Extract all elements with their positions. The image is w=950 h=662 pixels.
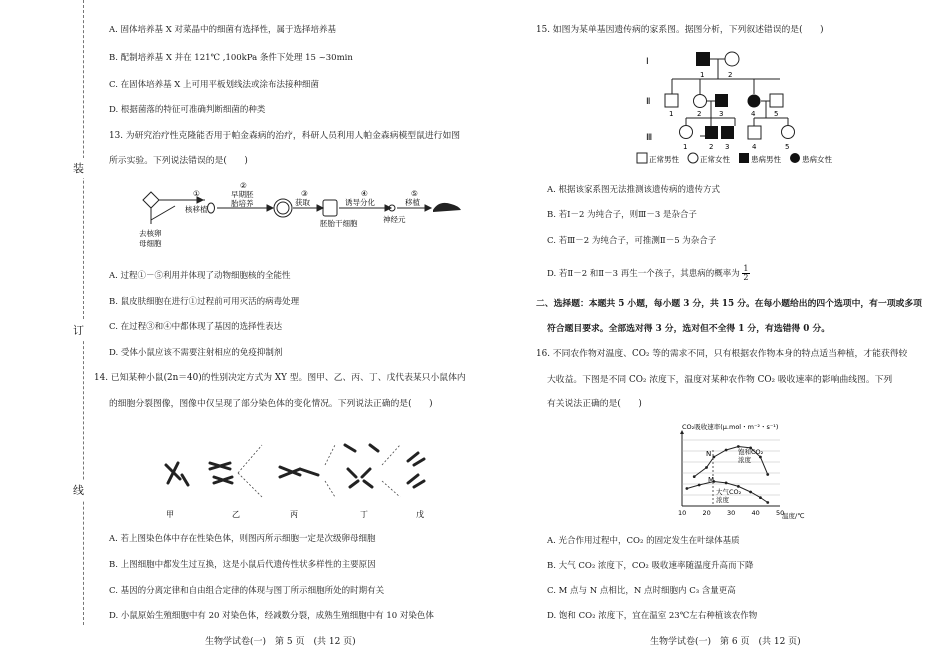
svg-text:③: ③ — [301, 189, 308, 198]
chart-point — [725, 449, 728, 452]
pedigree-II4-affected-female — [748, 95, 761, 108]
svg-text:1: 1 — [700, 71, 705, 79]
point-m-label: M — [708, 476, 715, 484]
svg-text:乙: 乙 — [232, 510, 240, 519]
svg-text:Ⅰ: Ⅰ — [646, 57, 649, 67]
chart-point — [749, 491, 752, 494]
binding-char-ding: 订 — [73, 320, 84, 340]
q14-option-b: B. 上图细胞中都发生过互换，这是小鼠后代遗传性状多样性的主要原因 — [109, 560, 376, 570]
q13-option-d: D. 受体小鼠应该不需要注射相应的免疫抑制剂 — [109, 348, 283, 358]
svg-text:Ⅱ: Ⅱ — [646, 97, 651, 107]
q12-option-d: D. 根据菌落的特征可准确判断细菌的种类 — [109, 105, 266, 115]
svg-text:2: 2 — [697, 110, 702, 118]
svg-text:4: 4 — [751, 110, 756, 118]
right-page — [500, 0, 950, 662]
svg-text:正常男性: 正常男性 — [649, 155, 679, 164]
svg-text:浓度: 浓度 — [716, 496, 729, 504]
stem-cell-dish-icon — [323, 200, 337, 216]
svg-text:甲: 甲 — [166, 510, 174, 519]
mouse-icon — [433, 203, 461, 212]
pedigree-I1-affected-male — [696, 52, 710, 66]
svg-text:3: 3 — [725, 143, 730, 151]
pedigree-II1-normal-male — [665, 94, 678, 107]
pedigree-III1-normal-female — [680, 126, 693, 139]
chart-x-tick-label: 50 — [776, 509, 785, 517]
q14-stem-1: 14. 已知某种小鼠(2n＝40)的性别决定方式为 XY 型。图甲、乙、丙、丁、戊代表某只小鼠体内 — [94, 373, 466, 383]
q16-option-a: A. 光合作用过程中，CO₂ 的固定发生在叶绿体基质 — [547, 536, 740, 546]
q13-stem-2: 所示实验。下列说法错误的是( ) — [109, 156, 248, 166]
q15-option-d: D. 若Ⅱ－2 和Ⅱ－3 再生一个孩子，其患病的概率为 $\frac{1}{2}$ — [547, 264, 749, 282]
chart-xlabel: 温度/℃ — [782, 512, 805, 520]
q14-cell-division-figure — [150, 425, 440, 520]
point-n-label: N — [706, 450, 712, 458]
q13-option-a: A. 过程①－⑤利用并体现了动物细胞核的全能性 — [109, 271, 291, 281]
svg-text:获取: 获取 — [295, 198, 310, 207]
svg-text:5: 5 — [774, 110, 779, 118]
q14-option-a: A. 若上图染色体中存在性染色体，则图丙所示细胞一定是次级卵母细胞 — [109, 534, 376, 544]
binding-line — [83, 0, 84, 625]
left-page-footer: 生物学试卷(一) 第 5 页 (共 12 页) — [205, 637, 356, 647]
svg-text:胎培养: 胎培养 — [231, 199, 254, 208]
right-page-footer: 生物学试卷(一) 第 6 页 (共 12 页) — [650, 637, 801, 647]
svg-text:神经元: 神经元 — [383, 215, 406, 224]
svg-text:②: ② — [240, 181, 247, 190]
q16-stem-2: 大收益。下图是不同 CO₂ 浓度下，温度对某种农作物 CO₂ 吸收速率的影响曲线图。下列 — [547, 375, 893, 385]
q12-option-a: A. 固体培养基 X 对菜晶中的细菌有选择性，属于选择培养基 — [109, 25, 336, 35]
svg-text:3: 3 — [719, 110, 724, 118]
pedigree-II5-normal-male — [770, 94, 783, 107]
svg-text:丙: 丙 — [290, 510, 298, 519]
pedigree-III4-normal-male — [748, 126, 761, 139]
chart-x-tick-label: 30 — [727, 509, 736, 517]
q13-option-b: B. 鼠皮肤细胞在进行①过程前可用灭活的病毒处理 — [109, 297, 300, 307]
chart-point — [693, 475, 696, 478]
svg-text:早期胚: 早期胚 — [231, 190, 254, 199]
svg-text:Ⅲ: Ⅲ — [646, 133, 653, 143]
chart-point — [698, 484, 701, 487]
q14-stem-2: 的细胞分裂图像，图像中仅呈现了部分染色体的变化情况。下列说法正确的是( ) — [109, 399, 433, 409]
svg-text:⑤: ⑤ — [411, 189, 418, 198]
fraction-one-half: $\frac{1}{2}$ — [743, 264, 749, 282]
q16-option-d: D. 饱和 CO₂ 浓度下，宜在温室 23℃左右种植该农作物 — [547, 611, 758, 621]
svg-text:饱和CO₂: 饱和CO₂ — [738, 448, 764, 456]
q12-option-b: B. 配制培养基 X 并在 121℃ ,100kPa 条件下处理 15 ~30min — [109, 53, 353, 63]
svg-text:大气CO₂: 大气CO₂ — [716, 488, 742, 496]
q15-stem: 15. 如图为某单基因遗传病的家系图。据图分析，下列叙述错误的是( ) — [536, 25, 824, 35]
svg-text:2: 2 — [709, 143, 714, 151]
q15-option-a: A. 根据该家系图无法推测该遗传病的遗传方式 — [547, 185, 721, 195]
q13-stem-1: 13. 为研究治疗性克隆能否用于帕金森病的治疗，科研人员利用人帕金森病模型鼠进行如图 — [109, 131, 461, 141]
chart-x-tick-label: 10 — [678, 509, 687, 517]
section-2-header-1: 二、选择题：本题共 5 小题，每小题 3 分，共 15 分。在每小题给出的四个选项中，有一项或多项 — [536, 299, 922, 309]
svg-text:母细胞: 母细胞 — [139, 239, 162, 248]
q12-option-c: C. 在固体培养基 X 上可用平板划线法或涂布法接种细菌 — [109, 80, 320, 90]
chart-ylabel: CO₂吸收速率(μ.mol・m⁻²・s⁻¹) — [682, 423, 779, 431]
q14-option-d: D. 小鼠原始生殖细胞中有 20 对染色体，经减数分裂，成熟生殖细胞中有 10 对染色体 — [109, 611, 434, 621]
cell-yi-chromosomes — [210, 463, 232, 483]
cell-wu-chromosomes — [408, 453, 424, 487]
svg-text:①: ① — [193, 189, 200, 198]
q16-stem-1: 16. 不同农作物对温度、CO₂ 等的需求不同，只有根据农作物本身的特点适当种植，才能获得较 — [536, 349, 908, 359]
pedigree-III2-affected-male — [705, 126, 718, 139]
binding-char-zhuang: 装 — [73, 158, 84, 178]
q13-cloning-figure — [135, 178, 465, 256]
q14-option-c: C. 基因的分离定律和自由组合定律的体现与图丁所示细胞所处的时期有关 — [109, 586, 385, 596]
svg-text:2: 2 — [728, 71, 733, 79]
reconstructed-egg-icon — [208, 203, 215, 213]
svg-text:5: 5 — [785, 143, 790, 151]
chart-point — [759, 496, 762, 499]
cell-jia-chromosomes — [166, 463, 188, 485]
svg-text:1: 1 — [683, 143, 688, 151]
svg-text:去核卵: 去核卵 — [139, 229, 162, 238]
chart-point — [759, 456, 762, 459]
svg-text:诱导分化: 诱导分化 — [345, 198, 375, 207]
chart-point — [766, 501, 769, 504]
chart-x-tick-label: 40 — [751, 509, 760, 517]
pedigree-II3-affected-male — [715, 94, 728, 107]
q13-option-c: C. 在过程③和④中都体现了基因的选择性表达 — [109, 322, 283, 332]
chart-point — [725, 482, 728, 485]
svg-text:浓度: 浓度 — [738, 456, 751, 464]
section-2-header-2: 符合题目要求。全部选对得 3 分，选对但不全得 1 分，有选错得 0 分。 — [547, 324, 831, 334]
pedigree-III5-normal-female — [782, 126, 795, 139]
svg-text:正常女性: 正常女性 — [700, 155, 730, 164]
skin-cell-icon — [143, 192, 159, 208]
q16-option-c: C. M 点与 N 点相比，N 点时细胞内 C₃ 含量更高 — [547, 586, 736, 596]
chart-x-tick-label: 20 — [702, 509, 711, 517]
q16-option-b: B. 大气 CO₂ 浓度下，CO₂ 吸收速率随温度升高而下降 — [547, 561, 754, 571]
svg-text:丁: 丁 — [360, 510, 368, 519]
svg-text:患病男性: 患病男性 — [751, 155, 781, 164]
svg-text:1: 1 — [669, 110, 674, 118]
chart-point — [766, 473, 769, 476]
chart-point — [686, 487, 689, 490]
chart-point — [705, 466, 708, 469]
q15-option-c: C. 若Ⅲ－2 为纯合子，可推测Ⅱ－5 为杂合子 — [547, 236, 717, 246]
q16-stem-3: 有关说法正确的是( ) — [547, 399, 642, 409]
chart-point — [712, 456, 715, 459]
svg-text:移植: 移植 — [405, 198, 420, 207]
q15-option-b: B. 若Ⅰ－2 为纯合子，则Ⅲ－3 是杂合子 — [547, 210, 697, 220]
svg-text:核移植: 核移植 — [185, 205, 208, 214]
svg-text:患病女性: 患病女性 — [802, 155, 832, 164]
binding-char-xian: 线 — [73, 480, 84, 500]
cell-bing-chromosomes — [280, 467, 318, 477]
svg-text:胚胎干细胞: 胚胎干细胞 — [320, 219, 358, 228]
svg-text:④: ④ — [361, 189, 368, 198]
svg-text:戊: 戊 — [416, 510, 424, 519]
svg-text:4: 4 — [752, 143, 757, 151]
pedigree-legend — [635, 151, 845, 167]
cell-ding-chromosomes — [345, 445, 378, 487]
pedigree-I2-normal-female — [725, 52, 739, 66]
pedigree-III3-affected-male — [721, 126, 734, 139]
pedigree-II2-normal-female — [694, 95, 707, 108]
q16-co2-chart — [660, 420, 820, 520]
